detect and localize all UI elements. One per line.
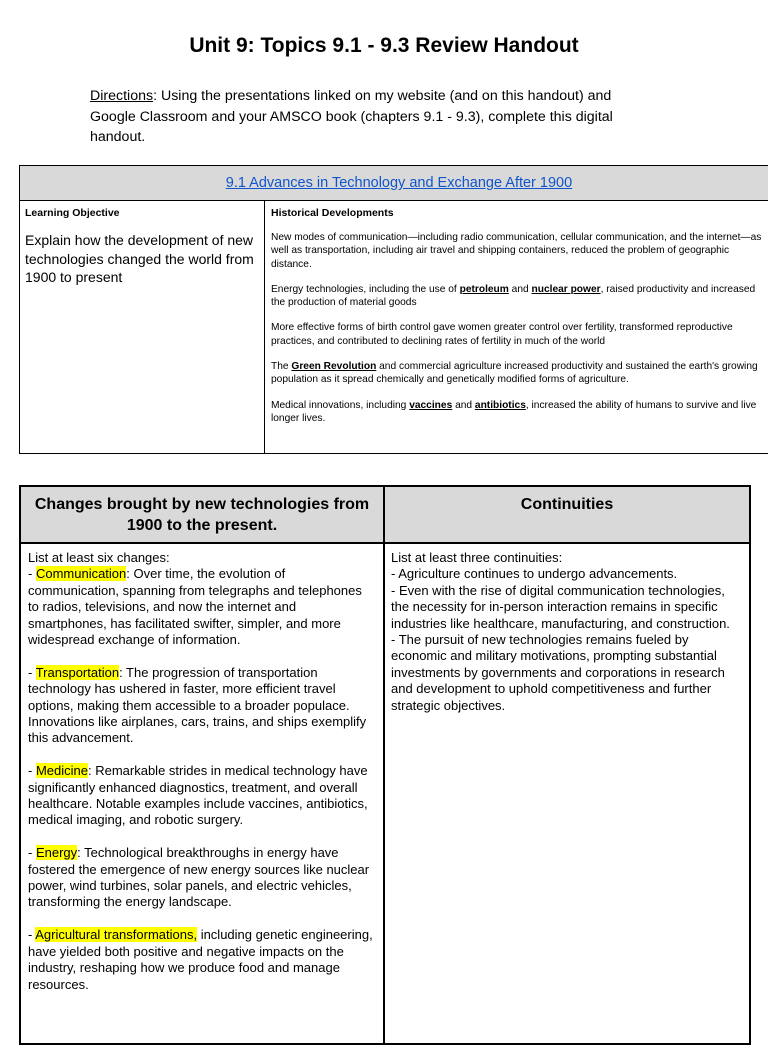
continuity-item: - Even with the rise of digital communication technologies, the necessity for in-person interaction remains in specific industries like healthcare, manufacturing, and construction. (391, 582, 730, 631)
page-title: Unit 9: Topics 9.1 - 9.3 Review Handout (189, 34, 579, 57)
change-item: - Transportation: The progression of transportation technology has ushered in faster, more efficient travel options, making them accessible to a broader populace. Innovations like airplanes, cars, trains, and ships exemplify this advancement. (28, 664, 367, 746)
continuities-intro: List at least three continuities: (391, 550, 563, 565)
continuity-item: - Agriculture continues to undergo advancements. (391, 566, 678, 582)
changes-intro: List at least six changes: (28, 550, 170, 565)
changes-header: Changes brought by new technologies from 1900 to the present. (21, 487, 385, 542)
changes-continuities-table (19, 485, 751, 1045)
topic-9-1-link[interactable]: 9.1 Advances in Technology and Exchange After 1900 (225, 175, 573, 191)
changes-cell[interactable] (21, 544, 385, 1044)
change-item: - Energy: Technological breakthroughs in energy have fostered the emergence of new energy sources like nuclear power, wind turbines, solar panels, and electric vehicles, transforming the energy landscape. (28, 845, 370, 910)
highlight-energy: Energy (35, 845, 78, 861)
continuity-item: - The pursuit of new technologies remains fueled by economic and military motivations, prompting substantial investments by governments and corporations in research and development to uphold competitiveness and further strategic objectives. (391, 632, 725, 713)
change-item: - Medicine: Remarkable strides in medical technology have significantly enhanced diagnostics, treatment, and overall healthcare. Notable examples include vaccines, antibiotics, medical imaging, and robotic surgery. (28, 763, 368, 828)
change-item: - Communication: Over time, the evolution of communication, spanning from telegraphs and telephones to radios, televisions, and now the internet and smartphones, has facilitated swifter, simpler, and more widespread exchange of information. (28, 566, 362, 648)
development-communication: New modes of communication—including radio communication, cellular communication, and the internet—as well as transportation, including air travel and shipping containers, reduced the problem of geographic distance. (271, 232, 762, 270)
keyword-vaccines: vaccines (409, 399, 453, 411)
highlight-medicine: Medicine (35, 763, 88, 779)
development-green-revolution: The Green Revolution and commercial agriculture increased productivity and sustained the earth's growing population as it spread chemically and genetically modified forms of agriculture. (271, 361, 758, 386)
learning-objective-cell (20, 201, 265, 453)
learning-objective-header: Learning Objective (25, 207, 120, 219)
learning-objective-text: Explain how the development of new technologies changed the world from 1900 to present (25, 232, 254, 285)
directions-label: Directions (90, 88, 154, 104)
continuities-cell[interactable] (385, 544, 749, 1044)
keyword-green-revolution: Green Revolution (291, 361, 377, 373)
keyword-antibiotics: antibiotics (474, 399, 526, 411)
development-energy: Energy technologies, including the use of petroleum and nuclear power, raised productivity and increased the production of material goods (271, 283, 756, 309)
development-medical: Medical innovations, including vaccines and antibiotics, increased the ability of humans to survive and live longer lives. (271, 399, 757, 424)
historical-developments-cell (265, 201, 768, 453)
topic-table-header (20, 166, 768, 201)
highlight-agricultural: Agricultural transformations, (35, 927, 198, 943)
keyword-nuclear-power: nuclear power (531, 283, 601, 295)
keyword-petroleum: petroleum (459, 283, 509, 295)
directions-text: : Using the presentations linked on my website (and on this handout) and Google Classroom and your AMSCO book (chapters 9.1 - 9.3), complete this digital handout. (90, 88, 613, 145)
continuities-header: Continuities (520, 496, 614, 513)
change-item: - Agricultural transformations, including genetic engineering, have yielded both positive and negative impacts on the industry, reshaping how we produce food and manage resources. (28, 927, 373, 992)
highlight-communication: Communication (35, 566, 127, 582)
development-birth-control: More effective forms of birth control gave women greater control over fertility, transformed reproductive practices, and contributed to declining rates of fertility in much of the world (271, 322, 733, 347)
topic-table (19, 165, 768, 454)
highlight-transportation: Transportation (35, 664, 120, 680)
directions (90, 86, 660, 148)
historical-developments-header: Historical Developments (271, 207, 394, 219)
